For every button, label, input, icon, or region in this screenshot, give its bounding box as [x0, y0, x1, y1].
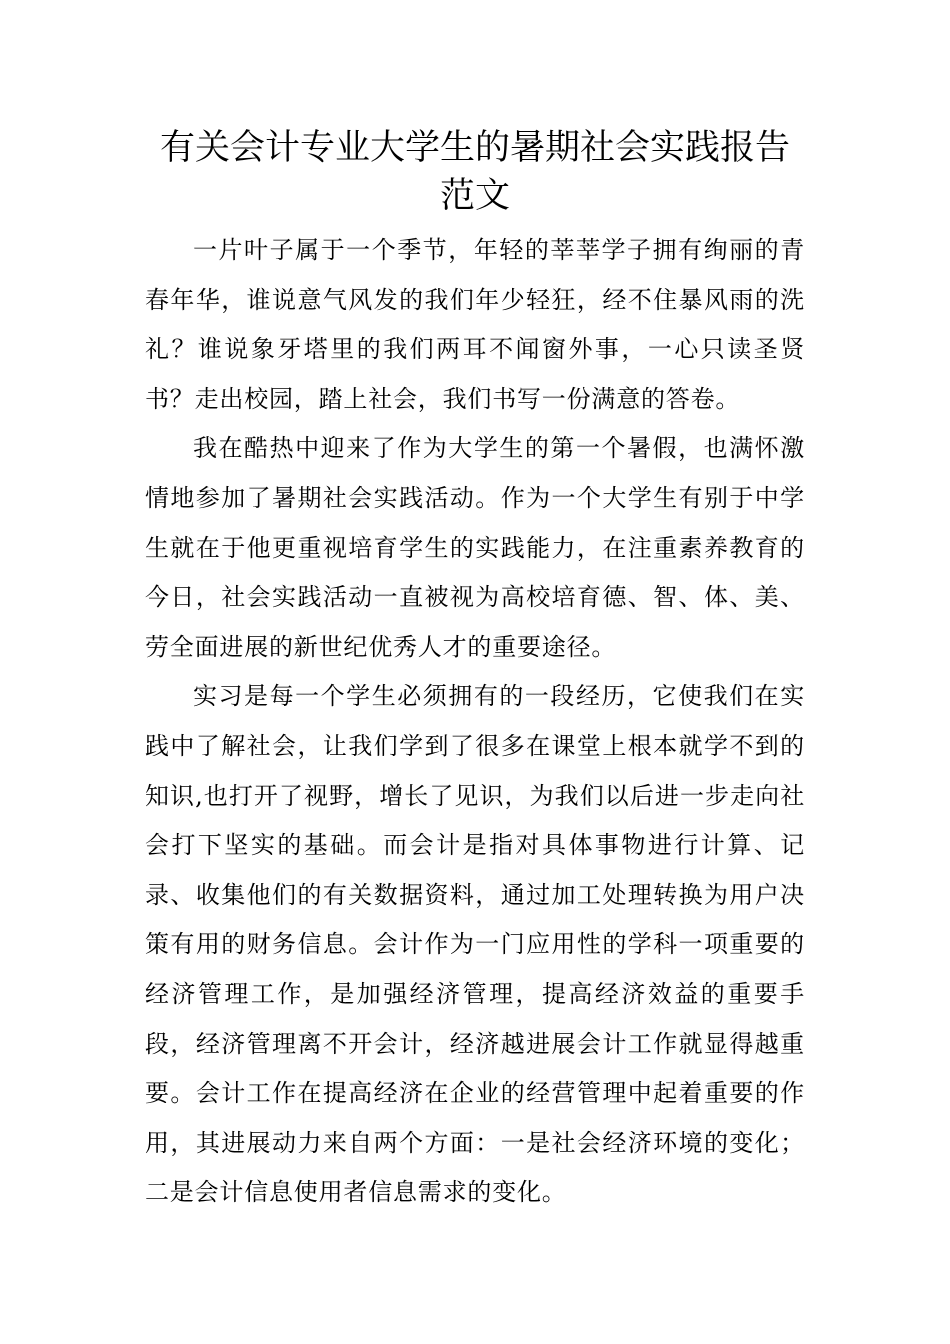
paragraph-1: 一片叶子属于一个季节，年轻的莘莘学子拥有绚丽的青春年华，谁说意气风发的我们年少轻狂，经不住暴风雨的洗礼？谁说象牙塔里的我们两耳不闻窗外事，一心只读圣贤书？走出校园，踏上社会，我们书写一份满意的答卷。	[145, 236, 805, 413]
document-title: 有关会计专业大学生的暑期社会实践报告范文	[159, 128, 790, 216]
paragraph-3: 实习是每一个学生必须拥有的一段经历，它使我们在实践中了解社会，让我们学到了很多在课堂上根本就学不到的知识,也打开了视野，增长了见识，为我们以后进一步走向社会打下坚实的基础。而会计是指对具体事物进行计算、记录、收集他们的有关数据资料，通过加工处理转换为用户决策有用的财务信息。会计作为一门应用性的学科一项重要的经济管理工作，是加强经济管理，提高经济效益的重要手段，经济管理离不开会计，经济越进展会计工作就显得越重要。会计工作在提高经济在企业的经营管理中起着重要的作用，其进展动力来自两个方面：一是社会经济环境的变化；二是会计信息使用者信息需求的变化。	[145, 682, 805, 1207]
paragraph-2: 我在酷热中迎来了作为大学生的第一个暑假，也满怀激情地参加了暑期社会实践活动。作为一个大学生有别于中学生就在于他更重视培育学生的实践能力，在注重素养教育的今日，社会实践活动一直被视为高校培育德、智、体、美、劳全面进展的新世纪优秀人才的重要途径。	[145, 434, 805, 661]
document-body	[145, 226, 805, 1218]
